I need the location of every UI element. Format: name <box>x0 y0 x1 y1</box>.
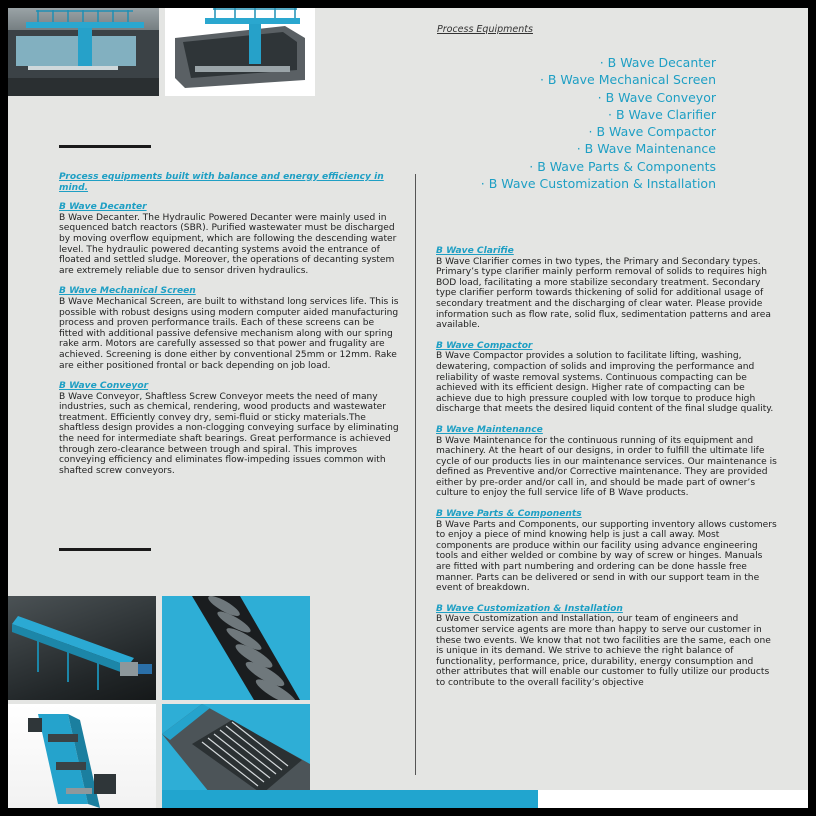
section-parts-components <box>436 509 778 594</box>
section-title[interactable]: Process Equipments <box>437 24 533 35</box>
toc-item-maintenance[interactable]: · B Wave Maintenance <box>576 141 716 157</box>
section-heading[interactable]: B Wave Parts & Components <box>436 509 582 520</box>
section-clarifier <box>436 246 778 331</box>
toc-item-clarifier[interactable]: · B Wave Clarifier <box>608 106 716 122</box>
section-heading[interactable]: B Wave Customization & Installation <box>436 603 623 614</box>
column-divider <box>415 174 416 775</box>
section-heading[interactable]: B Wave Maintenance <box>436 424 543 435</box>
conveyor-render-photo <box>8 596 156 700</box>
right-column <box>436 246 778 699</box>
section-maintenance <box>436 425 778 499</box>
section-body: B Wave Customization and Installation, our team of engineers and customer service agents are more than happy to serve our customer in these two events. We know that not two facilities are the same, each one is unique in its demand. We strive to achieve the right balance of functionality, performance, price, durability, energy consumption and other attributes that will enable our customer to fully utilize our products to contribute to the overall facility’s objective <box>436 614 771 688</box>
decanter-render-photo-2 <box>165 8 315 96</box>
section-body: B Wave Compactor provides a solution to facilitate lifting, washing, dewatering, compaction of solids and improving the performance and reliability of waste removal systems. Continuous compacting can be achieved with its efficient design. Higher rate of compacting can be achieve due to high pressure coupled with low torque to produce high discharge that meets the desired liquid content of the final sludge quality. <box>436 351 774 415</box>
section-conveyor <box>59 381 401 476</box>
section-customization-installation <box>436 604 778 689</box>
section-compactor <box>436 341 778 415</box>
decanter-render-photo-1 <box>8 8 159 96</box>
divider-bar-top <box>59 145 151 148</box>
brochure-page <box>8 8 808 808</box>
section-heading[interactable]: B Wave Decanter <box>59 202 147 213</box>
section-mechanical-screen <box>59 286 401 371</box>
toc-item-mechanical-screen[interactable]: · B Wave Mechanical Screen <box>539 72 716 88</box>
toc-item-decanter[interactable]: · B Wave Decanter <box>599 55 716 70</box>
section-body: B Wave Mechanical Screen, are built to withstand long services life. This is possible with robust designs using modern computer aided manufacturing process and proven performance trails. Each of these screens can be fitted with additional passive defensive mechanism along with our spring rake arm. Motors are carefully assessed so that power and frugality are achieved. Screening is done either by conventional 25mm or 12mm. Rake are either positioned frontal or back depending on job load. <box>59 296 399 371</box>
footer-accent-bar <box>162 790 538 808</box>
section-heading[interactable]: B Wave Mechanical Screen <box>59 286 196 297</box>
toc-item-parts-components[interactable]: · B Wave Parts & Components <box>529 158 716 174</box>
equipment-index <box>481 54 716 192</box>
section-body: B Wave Maintenance for the continuous running of its equipment and machinery. At the heart of our designs, in order to fulfill the ultimate life cycle of our products lies in our maintenance services. Our maintenance is defined as Preventive and/or Corrective maintenance. They are provided either by pre-order and/or call in, and should be made part of owner’s culture to enjoy the full service life of B Wave products. <box>436 435 777 499</box>
intro-tagline: Process equipments built with balance and energy efficiency in mind. <box>59 172 384 193</box>
toc-item-conveyor[interactable]: · B Wave Conveyor <box>597 89 716 105</box>
toc-item-compactor[interactable]: · B Wave Compactor <box>588 124 716 140</box>
section-body: B Wave Parts and Components, our supporting inventory allows customers to enjoy a piece of mind knowing help is just a call away. Most components are produce within our facility using advance engineering tools and either welded or combine by way of screw or hinges. Manuals are fitted with part numbering and ordering can be done hassle free manner. Parts can be delivered or send in with our support team in the event of breakdown. <box>436 519 777 594</box>
divider-bar-bottom <box>59 548 151 551</box>
compactor-render-photo <box>8 704 156 808</box>
screw-auger-render-photo <box>162 596 310 700</box>
section-decanter <box>59 202 401 276</box>
left-column <box>59 172 401 486</box>
toc-item-customization-installation[interactable]: · B Wave Customization & Installation <box>480 176 716 192</box>
section-heading[interactable]: B Wave Compactor <box>436 340 533 351</box>
section-heading[interactable]: B Wave Clarifie <box>436 246 514 256</box>
section-heading[interactable]: B Wave Conveyor <box>59 381 149 392</box>
section-body: B Wave Decanter. The Hydraulic Powered Decanter were mainly used in sequenced batch reactors (SBR). Purified wastewater must be discharged by moving overflow equipment, which are following the descending water level. The hydraulic powered decanting systems avoid the entrance of floated and settled sludge. Moreover, the operations of decanting system are extremely reliable due to sensor driven hydraulics. <box>59 212 397 276</box>
section-body: B Wave Conveyor, Shaftless Screw Conveyor meets the need of many industries, such as chemical, rendering, wood products and wastewater treatment. Efficiently convey dry, semi-fluid or sticky materials.The shaftless design provides a non-clogging conveying surface by eliminating the need for intermediate shaft bearings. Great performance is achieved through zero-clearance between trough and spiral. This improves conveying efficiency and eliminates flow-impeding issues common with shafted screw conveyors. <box>59 391 399 476</box>
footer-white-bar <box>538 790 808 808</box>
section-body: B Wave Clarifier comes in two types, the Primary and Secondary types. Primary’s type clarifier mainly perform removal of solids to requires high BOD load, facilitating a more stabilize secondary treatment. Secondary type clarifier perform towards thickening of solid for additional usage of secondary treatment and the discharging of clear water. Please provide information such as flow rate, solid flux, sedimentation patterns and area available. <box>436 256 771 331</box>
